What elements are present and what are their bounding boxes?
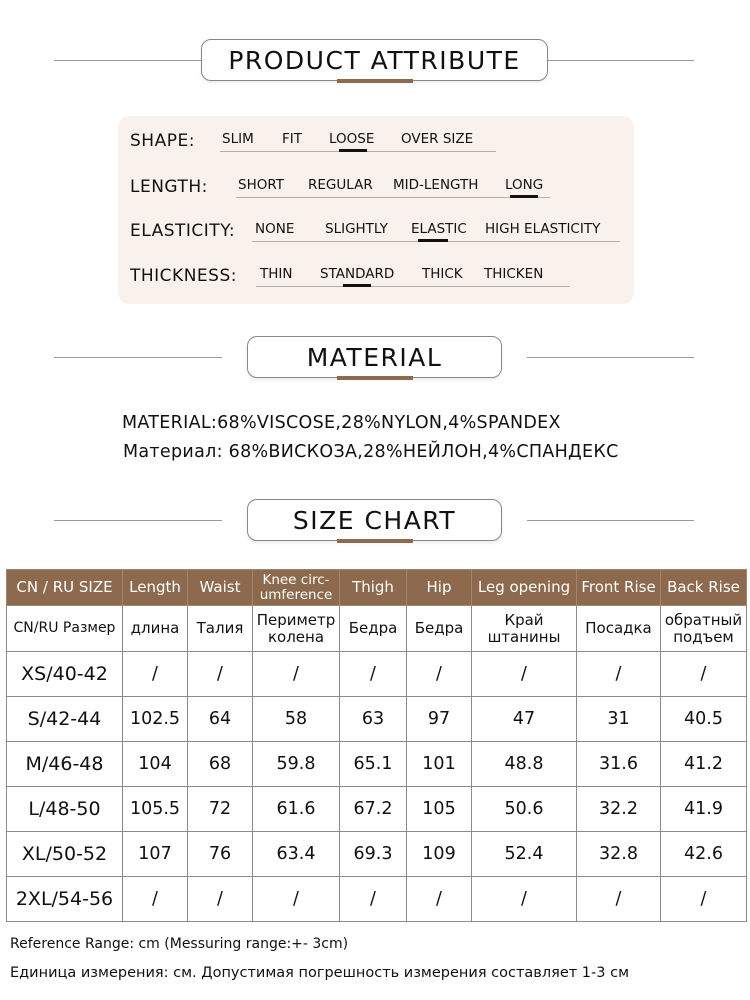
table-cell: 31: [577, 697, 661, 742]
product-attribute-panel: [118, 116, 634, 304]
table-cell: 41.9: [661, 787, 747, 832]
selected-marker: [339, 149, 367, 152]
column-header: Knee circ-umference: [253, 570, 340, 606]
table-cell: 48.8: [472, 742, 577, 787]
table-cell: 63: [340, 697, 407, 742]
reference-range-note-en: Reference Range: cm (Messuring range:+- 3cm): [10, 936, 349, 952]
table-cell: 104: [123, 742, 188, 787]
attribute-option: OVER SIZE: [401, 131, 474, 147]
column-header: Hip: [407, 570, 472, 606]
table-cell: /: [407, 877, 472, 922]
table-cell: /: [407, 652, 472, 697]
table-cell: /: [253, 652, 340, 697]
size-cell: L/48-50: [7, 787, 123, 832]
table-cell: 67.2: [340, 787, 407, 832]
table-cell: /: [253, 877, 340, 922]
column-subheader: Талия: [188, 606, 253, 652]
attribute-option: THICK: [422, 266, 463, 282]
table-cell: 63.4: [253, 832, 340, 877]
table-cell: 64: [188, 697, 253, 742]
column-subheader: Посадка: [577, 606, 661, 652]
table-cell: 72: [188, 787, 253, 832]
table-cell: /: [577, 652, 661, 697]
column-header: Length: [123, 570, 188, 606]
table-cell: 105: [407, 787, 472, 832]
size-cell: S/42-44: [7, 697, 123, 742]
attribute-option: HIGH ELASTICITY: [485, 221, 601, 237]
heading-accent-bar: [337, 539, 413, 543]
table-cell: 102.5: [123, 697, 188, 742]
column-header: Leg opening: [472, 570, 577, 606]
column-header: Back Rise: [661, 570, 747, 606]
table-cell: /: [123, 652, 188, 697]
table-cell: 58: [253, 697, 340, 742]
table-cell: /: [472, 652, 577, 697]
column-subheader: CN/RU Размер: [7, 606, 123, 652]
table-cell: 107: [123, 832, 188, 877]
column-header: Waist: [188, 570, 253, 606]
material-composition-ru: Материал: 68%ВИСКОЗА,28%НЕЙЛОН,4%СПАНДЕКС: [123, 442, 619, 462]
attribute-option-selected: STANDARD: [320, 266, 395, 282]
column-header: Thigh: [340, 570, 407, 606]
table-cell: 97: [407, 697, 472, 742]
attribute-label-elasticity: ELASTICITY:: [130, 221, 236, 241]
table-cell: 68: [188, 742, 253, 787]
attribute-option: REGULAR: [308, 177, 373, 193]
table-cell: 42.6: [661, 832, 747, 877]
section-divider-left: [54, 357, 222, 358]
table-row: [7, 787, 747, 832]
size-cell: 2XL/54-56: [7, 877, 123, 922]
table-cell: 105.5: [123, 787, 188, 832]
selected-marker: [510, 195, 538, 198]
column-header: CN / RU SIZE: [7, 570, 123, 606]
size-cell: XS/40-42: [7, 652, 123, 697]
table-cell: 40.5: [661, 697, 747, 742]
attribute-option: SHORT: [238, 177, 284, 193]
section-divider-left: [54, 60, 202, 61]
table-cell: /: [123, 877, 188, 922]
table-cell: /: [340, 877, 407, 922]
table-cell: 101: [407, 742, 472, 787]
heading-accent-bar: [337, 376, 413, 380]
column-header: Front Rise: [577, 570, 661, 606]
product-attribute-heading: PRODUCT ATTRIBUTE: [201, 39, 548, 81]
table-row: [7, 697, 747, 742]
attribute-option: FIT: [282, 131, 302, 147]
table-cell: 76: [188, 832, 253, 877]
attribute-option: SLIGHTLY: [325, 221, 388, 237]
attribute-row-underline: [236, 197, 550, 198]
attribute-row-underline: [256, 286, 570, 287]
column-subheader: обратный подъем: [661, 606, 747, 652]
table-cell: /: [661, 877, 747, 922]
attribute-option: THICKEN: [484, 266, 544, 282]
section-divider-right: [548, 60, 694, 61]
table-header-row: [7, 570, 747, 606]
size-cell: XL/50-52: [7, 832, 123, 877]
table-cell: /: [577, 877, 661, 922]
size-chart-heading: SIZE CHART: [247, 499, 502, 541]
section-divider-left: [54, 520, 222, 521]
column-subheader: Бедра: [407, 606, 472, 652]
table-cell: 41.2: [661, 742, 747, 787]
column-subheader: Край штанины: [472, 606, 577, 652]
heading-accent-bar: [337, 79, 413, 83]
table-row: [7, 742, 747, 787]
table-cell: 69.3: [340, 832, 407, 877]
table-cell: 31.6: [577, 742, 661, 787]
attribute-option-selected: ELASTIC: [411, 221, 467, 237]
table-cell: /: [188, 877, 253, 922]
size-cell: M/46-48: [7, 742, 123, 787]
table-cell: 65.1: [340, 742, 407, 787]
attribute-option: THIN: [260, 266, 293, 282]
selected-marker: [418, 239, 448, 242]
table-cell: /: [340, 652, 407, 697]
attribute-label-shape: SHAPE:: [130, 131, 195, 151]
table-cell: /: [188, 652, 253, 697]
selected-marker: [343, 284, 371, 287]
attribute-option-selected: LOOSE: [329, 131, 375, 147]
section-divider-right: [527, 357, 694, 358]
section-divider-right: [527, 520, 694, 521]
table-row: [7, 652, 747, 697]
column-subheader: Бедра: [340, 606, 407, 652]
attribute-label-thickness: THICKNESS:: [130, 266, 237, 286]
column-subheader: Периметр колена: [253, 606, 340, 652]
table-cell: 47: [472, 697, 577, 742]
table-row: [7, 832, 747, 877]
attribute-option: MID-LENGTH: [393, 177, 479, 193]
table-cell: 50.6: [472, 787, 577, 832]
material-heading: MATERIAL: [247, 336, 502, 378]
attribute-label-length: LENGTH:: [130, 177, 208, 197]
table-cell: 32.2: [577, 787, 661, 832]
attribute-option: SLIM: [222, 131, 254, 147]
table-cell: /: [472, 877, 577, 922]
table-cell: 59.8: [253, 742, 340, 787]
column-subheader: длина: [123, 606, 188, 652]
attribute-option-selected: LONG: [505, 177, 544, 193]
table-cell: 61.6: [253, 787, 340, 832]
table-cell: /: [661, 652, 747, 697]
table-cell: 32.8: [577, 832, 661, 877]
material-composition-en: MATERIAL:68%VISCOSE,28%NYLON,4%SPANDEX: [122, 413, 561, 433]
table-cell: 52.4: [472, 832, 577, 877]
table-row: [7, 877, 747, 922]
table-subheader-row: [7, 606, 747, 652]
reference-range-note-ru: Единица измерения: см. Допустимая погрешность измерения составляет 1-3 см: [10, 965, 630, 981]
attribute-option: NONE: [255, 221, 295, 237]
size-chart-table: [6, 569, 747, 922]
table-cell: 109: [407, 832, 472, 877]
